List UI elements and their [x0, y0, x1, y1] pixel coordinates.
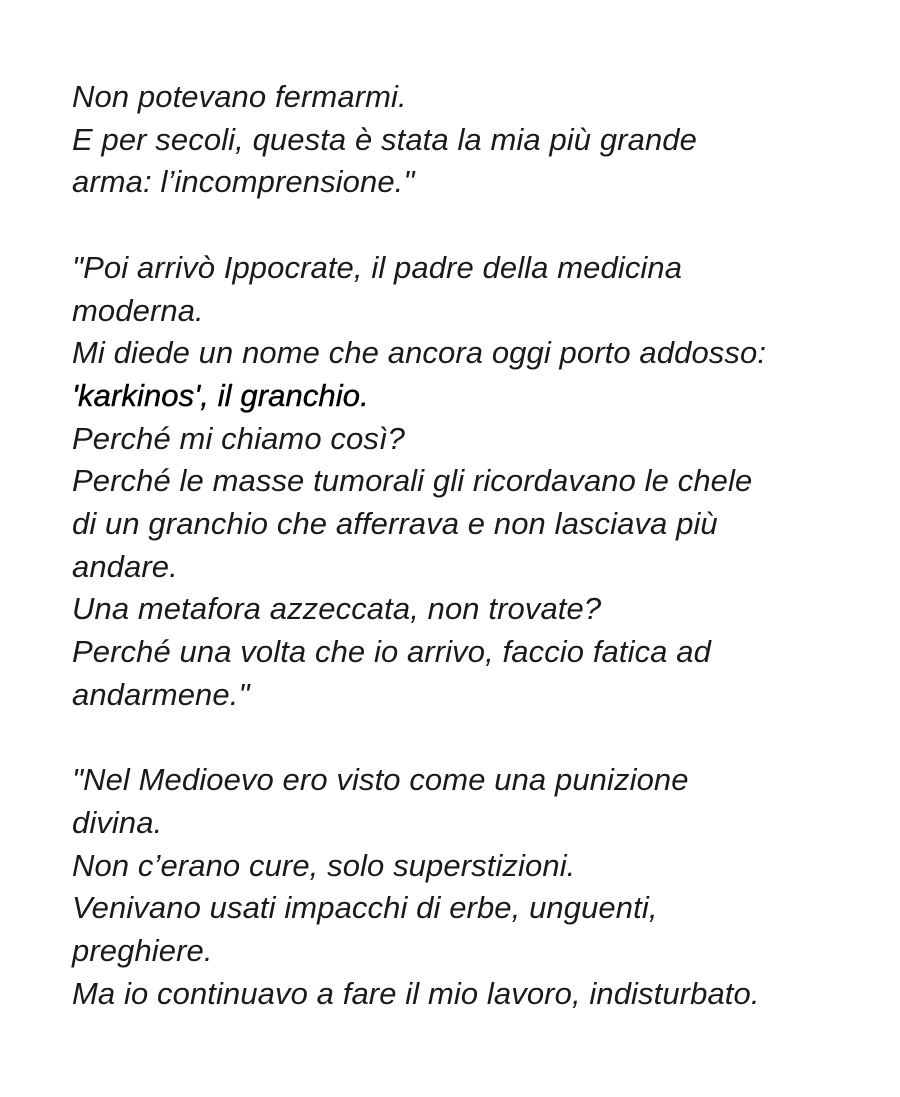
text-line: preghiere. [72, 933, 213, 969]
text-line: divina. [72, 804, 163, 840]
text-line: Non c’erano cure, solo superstizioni. [72, 847, 576, 883]
text-line: Perché le masse tumorali gli ricordavano le chele [72, 463, 753, 499]
paragraph-3 [72, 759, 872, 1015]
text-line: di un granchio che afferrava e non lasciava più [72, 506, 718, 542]
document-page [72, 76, 872, 1058]
paragraph-2 [72, 247, 872, 717]
text-line: E per secoli, questa è stata la mia più grande [72, 121, 697, 157]
text-line: Venivano usati impacchi di erbe, unguenti, [72, 890, 658, 926]
text-line: "Poi arrivò Ippocrate, il padre della medicina [72, 249, 683, 285]
text-line: moderna. [72, 292, 204, 328]
text-line: Perché mi chiamo così? [72, 420, 405, 456]
text-line: Non potevano fermarmi. [72, 79, 407, 114]
text-line: "Nel Medioevo ero visto come una punizione [72, 762, 689, 798]
text-line: arma: l’incomprensione." [72, 164, 415, 200]
text-line: Perché una volta che io arrivo, faccio fatica ad [72, 634, 711, 670]
text-line: andarmene." [72, 676, 250, 712]
text-line: Una metafora azzeccata, non trovate? [72, 591, 602, 627]
text-line: Mi diede un nome che ancora oggi porto addosso: [72, 335, 767, 371]
paragraph-1 [72, 76, 872, 204]
emphasized-text-line: 'karkinos', il granchio. [72, 377, 369, 413]
text-line: andare. [72, 548, 178, 584]
text-line: Ma io continuavo a fare il mio lavoro, indisturbato. [72, 975, 760, 1011]
